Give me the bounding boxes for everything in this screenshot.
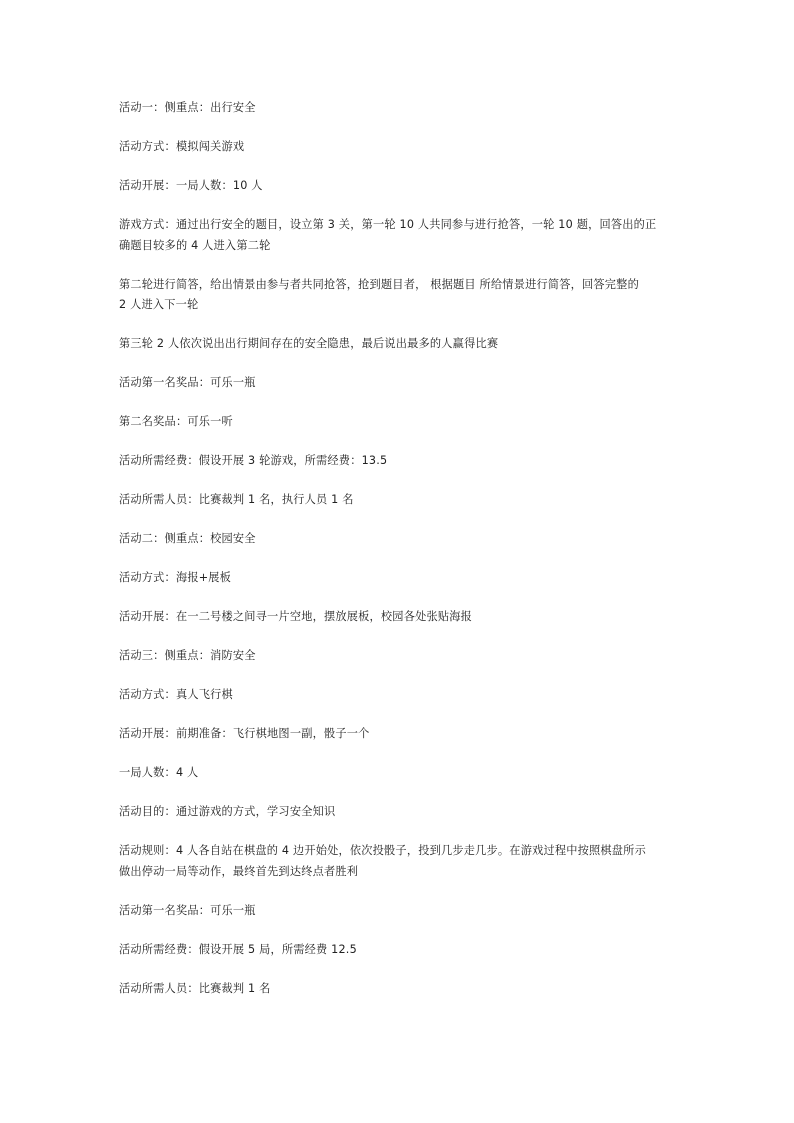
paragraph-activity3-preparation: 活动开展：前期准备：飞行棋地图一副，骰子一个 <box>119 727 370 740</box>
paragraph-activity1-method: 活动方式：模拟闯关游戏 <box>119 140 245 153</box>
paragraph-activity3-first-prize: 活动第一名奖品：可乐一瓶 <box>119 903 256 917</box>
paragraph-activity3-staff: 活动所需人员：比赛裁判 1 名 <box>119 981 271 995</box>
paragraph-activity3-purpose: 活动目的：通过游戏的方式，学习安全知识 <box>119 805 336 818</box>
paragraph-activity1-staff: 活动所需人员：比赛裁判 1 名，执行人员 1 名 <box>119 493 354 506</box>
paragraph-activity2-method: 活动方式：海报+展板 <box>119 571 232 584</box>
paragraph-activity3-budget: 活动所需经费：假设开展 5 局，所需经费 12.5 <box>119 942 357 956</box>
paragraph-activity1-players: 活动开展：一局人数：10 人 <box>119 179 263 192</box>
paragraph-activity3-focus: 活动三：侧重点：消防安全 <box>119 649 256 662</box>
paragraph-activity1-budget: 活动所需经费：假设开展 3 轮游戏，所需经费：13.5 <box>119 454 388 467</box>
paragraph-activity3-method: 活动方式：真人飞行棋 <box>119 688 233 701</box>
paragraph-activity3-players: 一局人数：4 人 <box>119 766 199 779</box>
paragraph-activity3-rules: 活动规则：4 人各自站在棋盘的 4 边开始处，依次投骰子，投到几步走几步。在游戏过程中按照棋盘所示 做出停动一局等动作，最终首先到达终点者胜利 <box>119 844 646 878</box>
paragraph-activity1-round3: 第三轮 2 人依次说出出行期间存在的安全隐患，最后说出最多的人赢得比赛 <box>119 337 499 350</box>
paragraph-activity1-focus: 活动一：侧重点：出行安全 <box>119 101 256 114</box>
document-body <box>119 98 679 1018</box>
paragraph-activity2-execution: 活动开展：在一二号楼之间寻一片空地，摆放展板，校园各处张贴海报 <box>119 610 473 623</box>
paragraph-activity1-round2: 第二轮进行简答，给出情景由参与者共同抢答，抢到题目者， 根据题目 所给情景进行简答，回答完整的 2 人进入下一轮 <box>119 277 639 311</box>
paragraph-activity1-game-method: 游戏方式：通过出行安全的题目，设立第 3 关，第一轮 10 人共同参与进行抢答，一轮 10 题，回答出的正 确题目较多的 4 人进入第二轮 <box>119 218 657 252</box>
paragraph-activity1-first-prize: 活动第一名奖品：可乐一瓶 <box>119 376 256 389</box>
paragraph-activity1-second-prize: 第二名奖品：可乐一听 <box>119 415 233 428</box>
paragraph-activity2-focus: 活动二：侧重点：校园安全 <box>119 532 256 545</box>
